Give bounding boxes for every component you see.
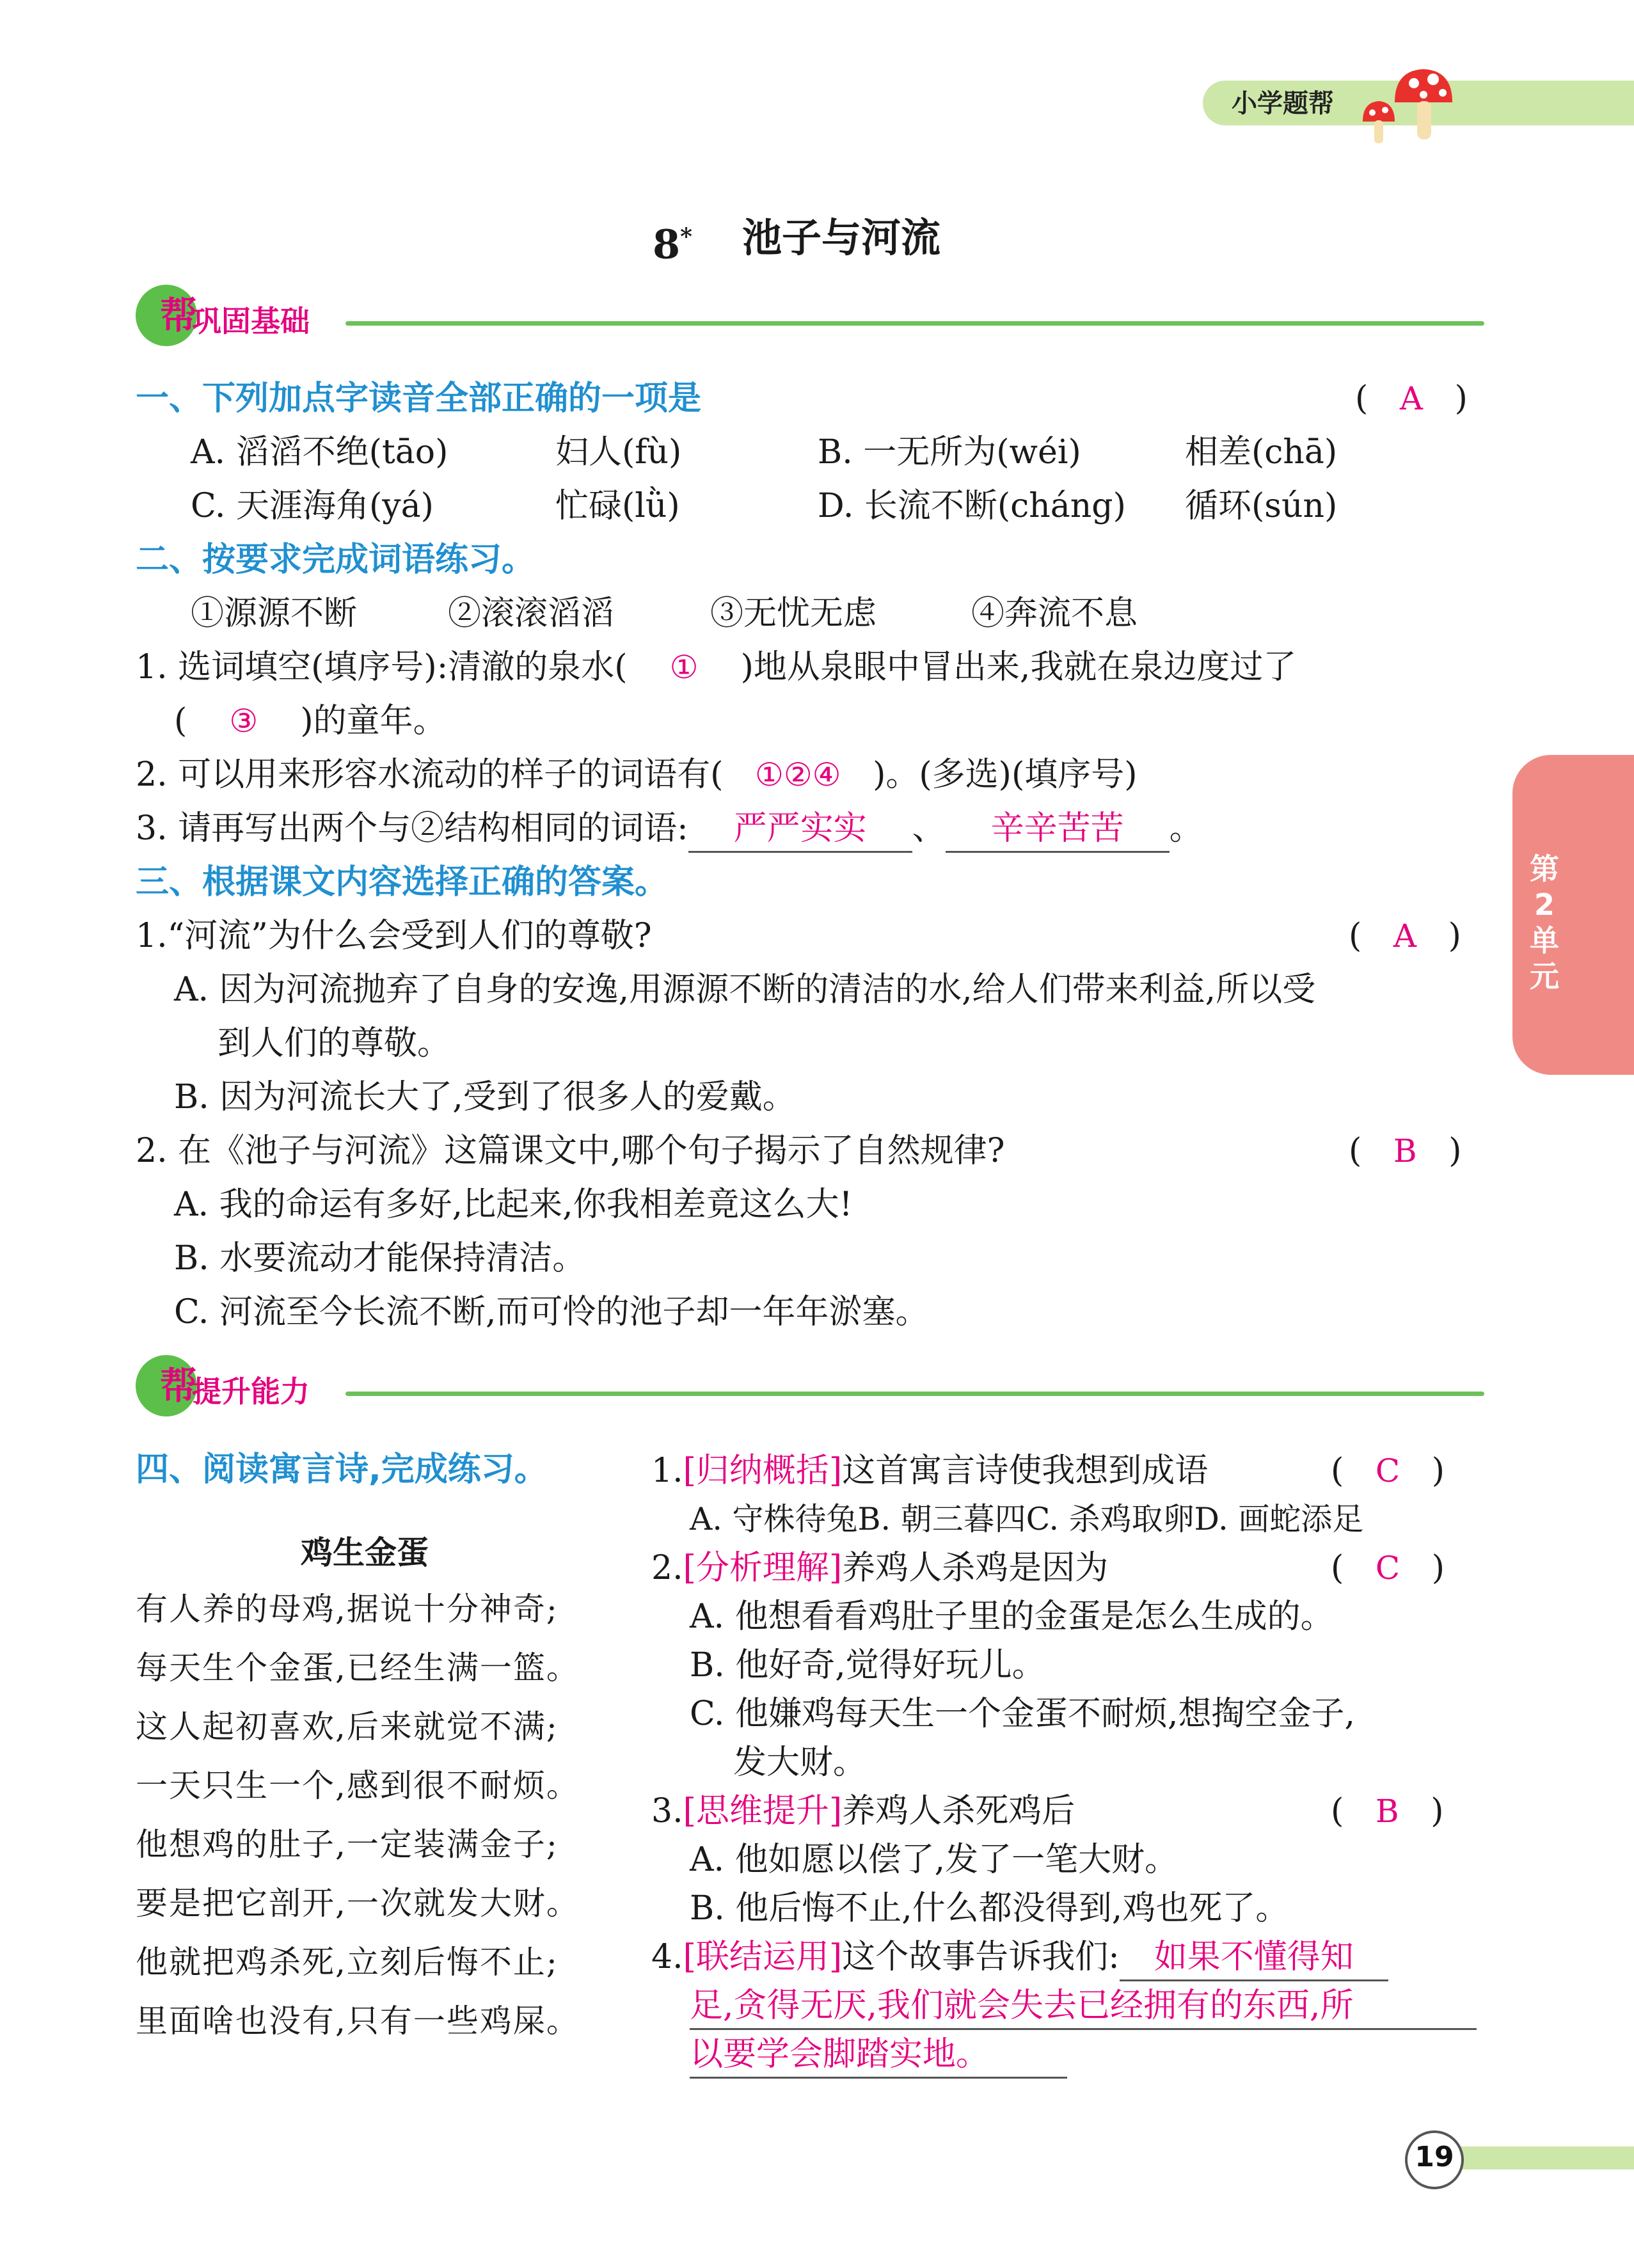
q4-heading: 四、阅读寓言诗,完成练习。: [136, 1450, 548, 1489]
q2-sub3-blank2[interactable]: 辛辛苦苦: [946, 806, 1170, 853]
poem-title: 鸡生金蛋: [301, 1534, 429, 1571]
q3-sub1-opt-a1: A. 因为河流抛弃了自身的安逸,用源源不断的清洁的水,给人们带来利益,所以受: [174, 971, 1316, 1009]
q2-sub1-line2: ( ③ )的童年。: [174, 702, 447, 740]
q4-p2-opt-c2: 发大财。: [733, 1743, 867, 1782]
q3-sub2-answer: ( B ): [1349, 1132, 1462, 1170]
q1-option-c: C. 天涯海角(yá): [191, 487, 434, 525]
q3-sub2-opt-b: B. 水要流动才能保持清洁。: [174, 1239, 586, 1278]
q4-p2-opt-c1: C. 他嫌鸡每天生一个金蛋不耐烦,想掏空金子,: [690, 1695, 1356, 1733]
q4-p4-answer-line1[interactable]: 如果不懂得知: [1120, 1935, 1388, 1981]
q4-p2-opt-b: B. 他好奇,觉得好玩儿。: [690, 1646, 1045, 1685]
poem-line: 一天只生一个,感到很不耐烦。: [136, 1767, 580, 1804]
q1-option-a2: 妇人(fù): [555, 433, 682, 472]
q3-sub2: 2. 在《池子与河流》这篇课文中,哪个句子揭示了自然规律?: [136, 1132, 1005, 1170]
q4-p2: 2.[分析理解]养鸡人杀鸡是因为: [651, 1549, 1109, 1587]
q2-sub3-blank1[interactable]: 严严实实: [688, 806, 912, 853]
q2-option-4: ④奔流不息: [971, 594, 1138, 633]
q4-p3-opt-b: B. 他后悔不止,什么都没得到,鸡也死了。: [690, 1889, 1289, 1928]
lesson-title: 池子与河流: [742, 214, 941, 261]
unit-tab-label: 第2单元: [1530, 852, 1559, 994]
q1-answer-paren: ( A ): [1355, 379, 1468, 418]
poem-line: 每天生个金蛋,已经生满一篮。: [136, 1649, 580, 1686]
poem-line: 他想鸡的肚子,一定装满金子;: [136, 1826, 559, 1863]
q4-p1-answer: ( C ): [1331, 1452, 1445, 1490]
q4-p3-answer: ( B ): [1331, 1792, 1444, 1830]
q4-p4-answer-line2[interactable]: 足,贪得无厌,我们就会失去已经拥有的东西,所: [690, 1983, 1477, 2030]
q4-p1: 1.[归纳概括]这首寓言诗使我想到成语: [651, 1452, 1209, 1490]
q2-sub3: 3. 请再写出两个与②结构相同的词语: 严严实实 、 辛辛苦苦 。: [136, 806, 1203, 853]
q1-option-b: B. 一无所为(wéi): [818, 433, 1081, 472]
section-badge-char-2: 帮: [160, 1364, 198, 1408]
q4-p3-opt-a: A. 他如愿以偿了,发了一笔大财。: [690, 1841, 1178, 1879]
q4-p1-options: A. 守株待兔B. 朝三暮四C. 杀鸡取卵D. 画蛇添足: [690, 1501, 1364, 1537]
poem-line: 这人起初喜欢,后来就觉不满;: [136, 1708, 559, 1745]
section-divider-advanced: [345, 1392, 1484, 1396]
q3-sub1-answer: ( A ): [1349, 917, 1461, 955]
lesson-number: 8*: [653, 221, 692, 268]
q1-heading: 一、下列加点字读音全部正确的一项是: [136, 379, 702, 418]
q1-option-a: A. 滔滔不绝(tāo): [191, 433, 448, 472]
section-divider-basic: [345, 321, 1484, 326]
mushroom-icon: [1350, 58, 1465, 147]
q2-sub2: 2. 可以用来形容水流动的样子的词语有( ①②④ )。(多选)(填序号): [136, 756, 1138, 794]
q4-p4: 4.[联结运用]这个故事告诉我们: 如果不懂得知: [651, 1935, 1388, 1981]
q2-option-3: ③无忧无虑: [710, 594, 877, 633]
poem-line: 他就把鸡杀死,立刻后悔不止;: [136, 1944, 559, 1981]
q4-p3: 3.[思维提升]养鸡人杀死鸡后: [651, 1792, 1075, 1830]
q1-option-d2: 循环(sún): [1185, 487, 1338, 525]
q1-option-d: D. 长流不断(cháng): [818, 487, 1126, 525]
section-badge-char: 帮: [160, 294, 198, 337]
q1-option-b2: 相差(chā): [1185, 433, 1338, 472]
q4-p2-opt-a: A. 他想看看鸡肚子里的金蛋是怎么生成的。: [690, 1598, 1334, 1636]
q3-sub1-opt-a2: 到人们的尊敬。: [218, 1024, 451, 1063]
q3-sub2-opt-a: A. 我的命运有多好,比起来,你我相差竟这么大!: [174, 1186, 853, 1224]
q4-p4-answer-line3[interactable]: 以要学会脚踏实地。: [690, 2032, 1067, 2079]
q4-p2-answer: ( C ): [1331, 1549, 1445, 1587]
section-title-basic: 巩固基础: [192, 304, 310, 338]
q1-option-c2: 忙碌(lǜ): [555, 487, 680, 525]
poem-line: 要是把它剖开,一次就发大财。: [136, 1885, 580, 1922]
q3-sub1: 1.“河流”为什么会受到人们的尊敬?: [136, 917, 652, 955]
poem-line: 有人养的母鸡,据说十分神奇;: [136, 1590, 559, 1628]
q2-option-2: ②滚滚滔滔: [448, 594, 615, 633]
poem-line: 里面啥也没有,只有一些鸡屎。: [136, 2002, 580, 2040]
section-title-advanced: 提升能力: [192, 1374, 310, 1409]
q2-option-1: ①源源不断: [191, 594, 358, 633]
q3-heading: 三、根据课文内容选择正确的答案。: [136, 863, 669, 901]
page-number: 19: [1415, 2141, 1454, 2173]
q3-sub1-opt-b: B. 因为河流长大了,受到了很多人的爱戴。: [174, 1078, 796, 1116]
q3-sub2-opt-c: C. 河流至今长流不断,而可怜的池子却一年年淤塞。: [174, 1293, 929, 1331]
q2-sub1-line1: 1. 选词填空(填序号):清澈的泉水( ① )地从泉眼中冒出来,我就在泉边度过了: [136, 648, 1297, 686]
q2-heading: 二、按要求完成词语练习。: [136, 541, 535, 579]
header-brand: 小学题帮: [1232, 89, 1334, 118]
